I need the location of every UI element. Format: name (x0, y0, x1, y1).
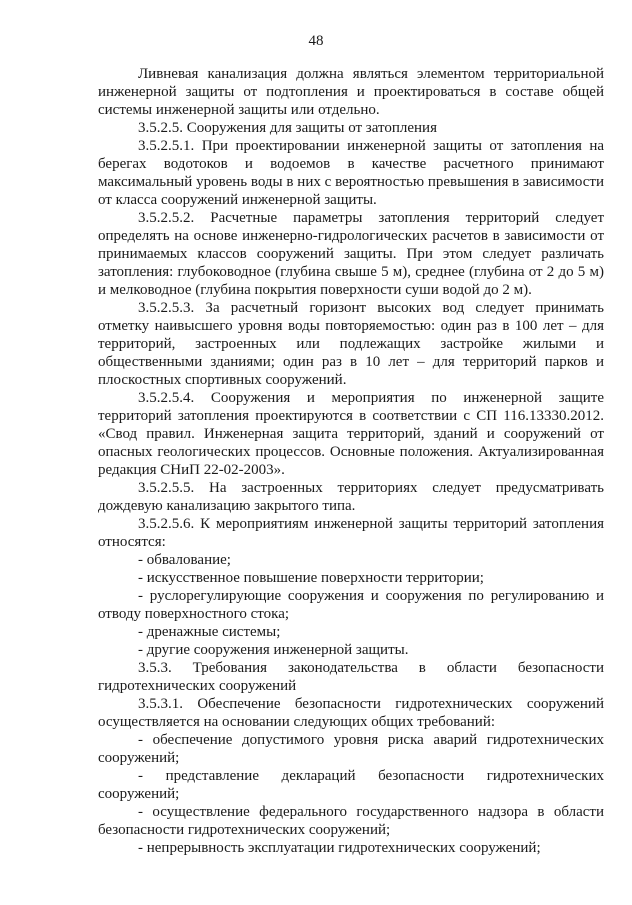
page-number: 48 (308, 33, 324, 49)
section-heading-3-5-3: 3.5.3. Требования законодательства в области безопасности гидротехнических сооружений (98, 660, 604, 694)
paragraph-3-5-2-5-5: 3.5.2.5.5. На застроенных территориях следует предусматривать дождевую канализацию закрытого типа. (98, 480, 604, 514)
list-item: - непрерывность эксплуатации гидротехнических сооружений; (138, 840, 541, 856)
list-item: - другие сооружения инженерной защиты. (138, 642, 409, 658)
paragraph-3-5-3-1: 3.5.3.1. Обеспечение безопасности гидротехнических сооружений осуществляется на основании следующих общих требований: (98, 696, 604, 730)
paragraph-3-5-2-5-6: 3.5.2.5.6. К мероприятиям инженерной защиты территорий затопления относятся: (98, 516, 604, 550)
list-item: - обвалование; (138, 552, 231, 568)
list-item: - искусственное повышение поверхности территории; (138, 570, 484, 586)
document-body (98, 65, 604, 857)
paragraph-3-5-2-5-2: 3.5.2.5.2. Расчетные параметры затопления территорий следует определять на основе инженерно-гидрологических расчетов в зависимости от принимаемых классов сооружений защиты. При этом следует различать затопления: глубоководное (глубина свыше 5 м), среднее (глубина от 2 до 5 м) и мелководное (глубина покрытия поверхности суши водой до 2 м). (98, 210, 604, 298)
list-item: - дренажные системы; (138, 624, 281, 640)
paragraph-storm-sewer: Ливневая канализация должна являться элементом территориальной инженерной защиты от подтопления и проектироваться в составе общей системы инженерной защиты или отдельно. (98, 66, 604, 118)
paragraph-3-5-2-5-4: 3.5.2.5.4. Сооружения и мероприятия по инженерной защите территорий затопления проектируются в соответствии с СП 116.13330.2012. «Свод правил. Инженерная защита территорий, зданий и сооружений от опасных геологических процессов. Основные положения. Актуализированная редакция СНиП 22-02-2003». (98, 390, 604, 478)
list-item: - представление деклараций безопасности гидротехнических сооружений; (98, 768, 604, 802)
list-item: - обеспечение допустимого уровня риска аварий гидротехнических сооружений; (98, 732, 604, 766)
list-item: - руслорегулирующие сооружения и сооружения по регулированию и отводу поверхностного стока; (98, 588, 604, 622)
list-item: - осуществление федерального государственного надзора в области безопасности гидротехнических сооружений; (98, 804, 604, 838)
paragraph-3-5-2-5-3: 3.5.2.5.3. За расчетный горизонт высоких вод следует принимать отметку наивысшего уровня воды повторяемостью: один раз в 100 лет – для территорий, застроенных или подлежащих застройке жилыми и общественными зданиями; один раз в 10 лет – для территорий парков и плоскостных спортивных сооружений. (98, 300, 604, 388)
paragraph-3-5-2-5-1: 3.5.2.5.1. При проектировании инженерной защиты от затопления на берегах водотоков и водоемов в качестве расчетного принимают максимальный уровень воды в них с вероятностью превышения в зависимости от класса сооружений инженерной защиты. (98, 138, 604, 208)
section-heading-3-5-2-5: 3.5.2.5. Сооружения для защиты от затопления (138, 120, 437, 136)
